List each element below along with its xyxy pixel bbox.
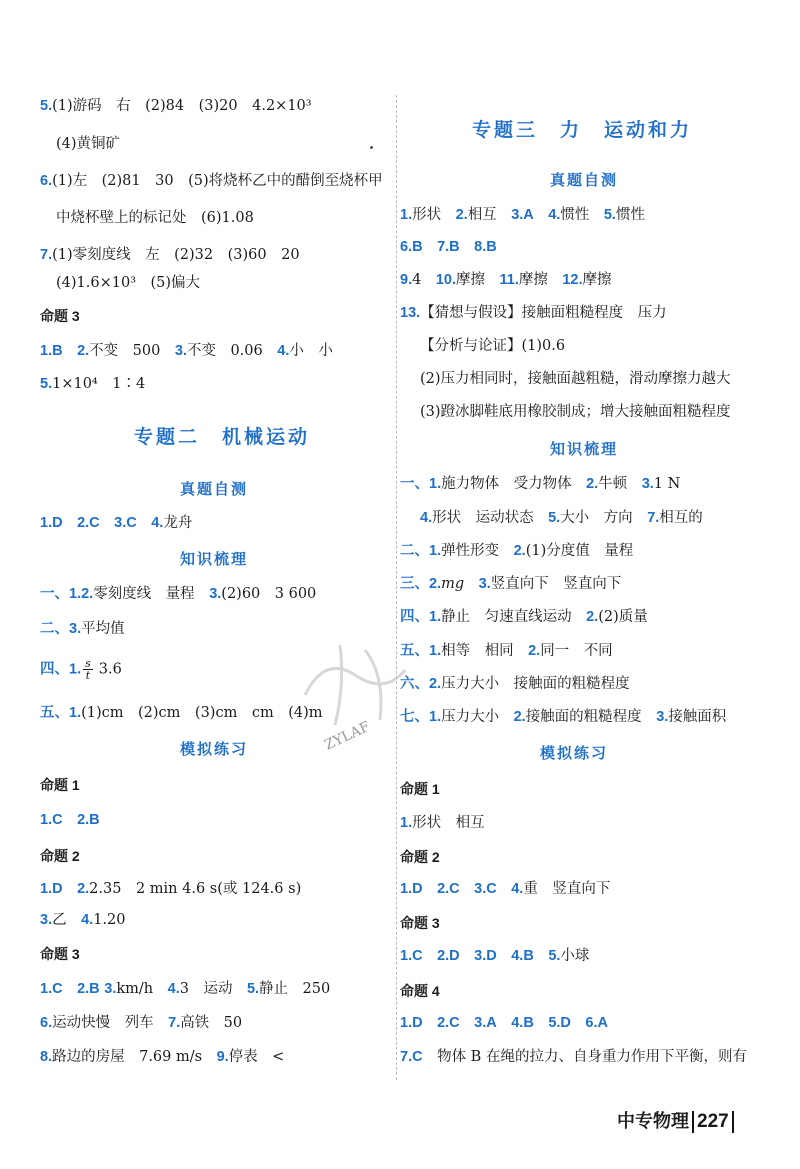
topic-title: 专题二 机械运动 [134, 426, 311, 448]
watermark-text: ZYLAF [322, 718, 373, 754]
answer-line: 中烧杯壁上的标记处 (6)1.08 [56, 210, 254, 226]
speck-mark [370, 146, 373, 149]
fraction-formula: $\frac{s}{t}$ [85, 657, 91, 682]
question-heading: 命题 4 [400, 983, 440, 999]
answer-line: 【分析与论证】(1)0.6 [420, 338, 566, 354]
answer-line: 6.(1)左 (2)81 30 (5)将烧杯乙中的醋倒至烧杯甲 [40, 173, 383, 189]
answer-line: 五、1.(1)cm (2)cm (3)cm cm (4)m [40, 705, 323, 721]
answer-line: (2)压力相同时，接触面越粗糙，滑动摩擦力越大 [420, 371, 731, 387]
question-heading: 命题 3 [400, 915, 440, 931]
answer-line: 8.路边的房屋 7.69 m/s 9.停表 < [40, 1049, 285, 1065]
answer-line: 7.C 物体 B 在绳的拉力、自身重力作用下平衡，则有 [400, 1049, 747, 1065]
answer-line: 1.D 2.2.35 2 min 4.6 s(或 124.6 s) [40, 881, 302, 897]
answer-line: 四、1.静止 匀速直线运动 2.(2)质量 [400, 609, 648, 625]
answer-line: 六、2.压力大小 接触面的粗糙程度 [400, 676, 630, 692]
answer-line: 七、1.压力大小 2.接触面的粗糙程度 3.接触面积 [400, 709, 727, 725]
section-title: 真题自测 [180, 480, 249, 498]
answer-line: 1.D 2.C 3.C 4.重 竖直向下 [400, 881, 611, 897]
answer-line: 1.D 2.C 3.A 4.B 5.D 6.A [400, 1015, 608, 1031]
answer-line: 二、1.弹性形变 2.(1)分度值 量程 [400, 543, 634, 559]
answer-line: 1.形状 2.相互 3.A 4.惯性 5.惯性 [400, 207, 645, 223]
page-number: 227 [692, 1111, 734, 1133]
stamp-watermark [285, 615, 445, 755]
question-heading: 命题 3 [40, 946, 80, 962]
answer-line: 二、3.平均值 [40, 621, 125, 637]
answer-line: 5.(1)游码 右 (2)84 (3)20 4.2×10³ [40, 98, 312, 114]
question-heading: 命题 2 [400, 849, 440, 865]
section-title: 模拟练习 [180, 740, 249, 758]
book-label: 中专物理 [617, 1111, 689, 1131]
answer-line: 1.C 2.B [40, 812, 100, 828]
question-heading: 命题 2 [40, 848, 80, 864]
answer-line: 3.乙 4.1.20 [40, 912, 126, 928]
answer-line: 1.形状 相互 [400, 815, 485, 831]
answer-line: 1.C 2.B 3.km/h 4.3 运动 5.静止 250 [40, 981, 331, 997]
answer-line: 4.形状 运动状态 5.大小 方向 7.相互的 [420, 510, 703, 526]
answer-line: (3)蹬冰脚鞋底用橡胶制成；增大接触面粗糙程度 [420, 404, 731, 420]
answer-line: 1.D 2.C 3.C 4.龙舟 [40, 515, 193, 531]
section-title: 模拟练习 [540, 744, 609, 762]
question-heading: 命题 3 [40, 308, 80, 324]
answer-line: 5.1×10⁴ 1∶4 [40, 376, 146, 392]
answer-line: 一、1.施力物体 受力物体 2.牛顿 3.1 N [400, 476, 681, 492]
page-footer [617, 1107, 734, 1133]
answer-line: 一、1.2.零刻度线 量程 3.(2)60 3 600 [40, 586, 317, 602]
answer-line: 1.C 2.D 3.D 4.B 5.小球 [400, 948, 590, 964]
answer-line: 五、1.相等 相同 2.同一 不同 [400, 643, 613, 659]
answer-line: (4)1.6×10³ (5)偏大 [56, 275, 201, 291]
question-heading: 命题 1 [40, 777, 80, 793]
answer-line: 13.【猜想与假设】接触面粗糙程度 压力 [400, 305, 667, 321]
answer-line: 7.(1)零刻度线 左 (2)32 (3)60 20 [40, 247, 300, 263]
question-heading: 命题 1 [400, 781, 440, 797]
column-divider [396, 95, 397, 1080]
answer-line: 9.4 10.摩擦 11.摩擦 12.摩擦 [400, 272, 612, 288]
answer-line: (4)黄铜矿 [56, 136, 121, 152]
answer-line: 6.运动快慢 列车 7.高铁 50 [40, 1015, 243, 1031]
answer-line: 三、2.mg 3.竖直向下 竖直向下 [400, 576, 622, 592]
section-title: 真题自测 [550, 171, 619, 189]
answer-line: 1.B 2.不变 500 3.不变 0.06 4.小 小 [40, 343, 333, 359]
answer-line: 四、1. $\frac{s}{t}$ 3.6 [40, 657, 122, 682]
topic-title: 专题三 力 运动和力 [472, 119, 693, 141]
answer-line: 6.B 7.B 8.B [400, 239, 497, 255]
section-title: 知识梳理 [180, 550, 249, 568]
section-title: 知识梳理 [550, 440, 619, 458]
